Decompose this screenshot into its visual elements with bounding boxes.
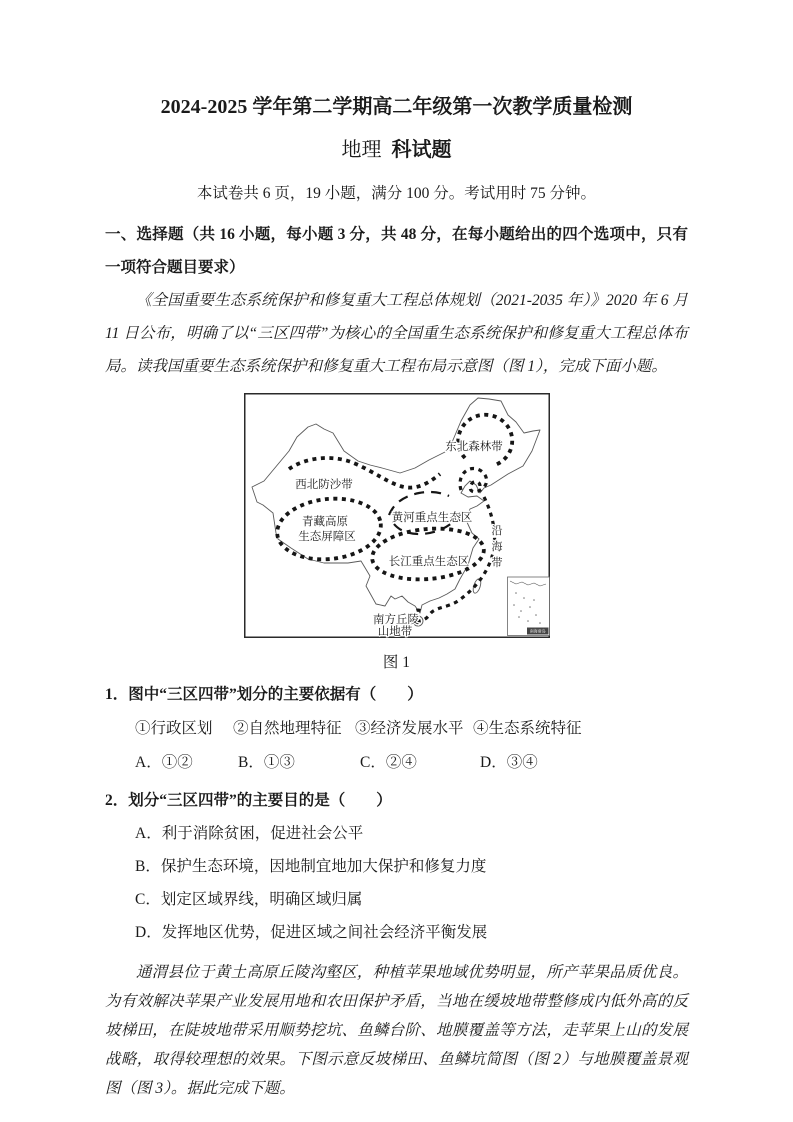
yellow-river-label: 黄河重点生态区 [391, 512, 472, 524]
northwest-sand-label: 西北防沙带 [294, 479, 353, 491]
page-title: 2024-2025 学年第二学期高二年级第一次教学质量检测 [160, 96, 633, 118]
q1-option-2: ②自然地理特征 [233, 720, 342, 737]
yangtze-label: 长江重点生态区 [388, 556, 469, 568]
coastal-label-char3: 带 [491, 557, 502, 569]
q2-choice-d: D．发挥地区优势，促进区域之间社会经济平衡发展 [135, 924, 488, 941]
q2-choice-c: C．划定区域界线，明确区域归属 [135, 891, 363, 908]
subtitle-label: 科试题 [391, 139, 452, 161]
exam-info-line: 本试卷共 6 页，19 小题，满分 100 分。考试用时 75 分钟。 [196, 185, 597, 202]
question2-stem: 2．划分“三区四带”的主要目的是（ ） [105, 792, 392, 809]
q1-option-1: ①行政区划 [135, 720, 213, 737]
question2-answer-choices [105, 822, 688, 944]
question1-answer-choices [105, 751, 688, 774]
q1-choice-b: B．①③ [238, 754, 295, 771]
inset-border [507, 577, 549, 636]
q2-choice-b: B．保护生态环境，因地制宜地加大保护和修复力度 [135, 858, 487, 875]
figure1-caption: 图 1 [382, 654, 411, 671]
section1-heading: 一、选择题（共 16 小题，每小题 3 分，共 48 分，在每小题给出的四个选项中，只有一项符合题目要求） [105, 226, 688, 276]
south-china-sea-inset [507, 577, 549, 636]
question1-option-items [105, 717, 688, 740]
qingzang-label-line1: 青藏高原 [301, 516, 348, 528]
q1-choice-c: C．②④ [360, 754, 417, 771]
coastal-label-char1: 沿 [491, 525, 502, 537]
southern-hills-label-line2: 山地带 [377, 626, 412, 638]
qingzang-label-line2: 生态屏障区 [297, 531, 356, 543]
northeast-forest-label: 东北森林带 [444, 441, 503, 453]
inset-label: 南海诸岛 [529, 628, 546, 634]
subject-name: 地理 [341, 139, 382, 161]
q1-option-4: ④生态系统特征 [473, 720, 582, 737]
page-subtitle [105, 137, 688, 163]
southern-hills-label-line1: 南方丘陵 [372, 614, 419, 626]
q2-choice-a: A．利于消除贫困，促进社会公平 [135, 825, 364, 842]
q1-option-3: ③经济发展水平 [355, 720, 464, 737]
coastal-label-char2: 海 [491, 541, 502, 553]
passage2: 通渭县位于黄土高原丘陵沟壑区，种植苹果地域优势明显，所产苹果品质优良。为有效解决苹果产业发展用地和农田保护矛盾，当地在缓坡地带整修成内低外高的反坡梯田，在陡坡地带采用顺势挖坑、鱼鳞台阶、地膜覆盖等方法，走苹果上山的发展战略，取得较理想的效果。下图示意反坡梯田、鱼鳞坑简图（图 2）与地膜覆盖景观图（图 3）。据此完成下题。 [105, 964, 688, 1097]
figure1 [244, 393, 550, 674]
q1-choice-a: A．①② [135, 754, 193, 771]
q1-choice-d: D．③④ [480, 754, 538, 771]
china-map-figure [244, 393, 550, 640]
section1-passage: 《全国重要生态系统保护和修复重大工程总体规划（2021-2035 年）》2020 年 6 月 11 日公布，明确了以“三区四带”为核心的全国重生态系统保护和修复重大工程总体布局。读我国重要生态系统保护和修复重大工程布局示意图（图 1），完成下面小题。 [105, 292, 688, 375]
question1-stem: 1．图中“三区四带”划分的主要依据有（ ） [105, 686, 423, 703]
